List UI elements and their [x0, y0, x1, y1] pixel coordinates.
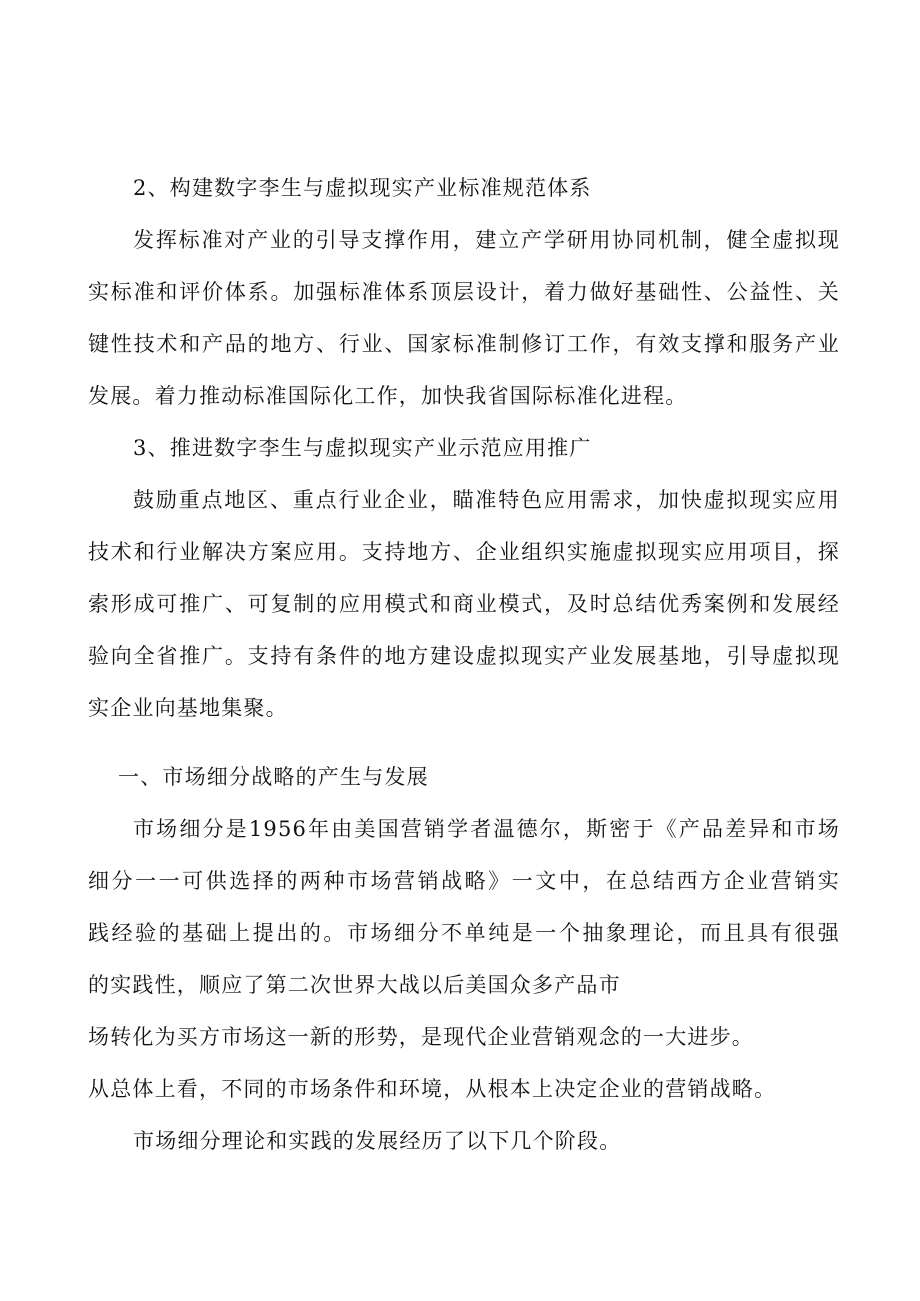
paragraph-line: 市场细分是1956年由美国营销学者温德尔，斯密于《产品差异和市场	[133, 817, 840, 841]
paragraph-line: 发展。着力推动标准国际化工作，加快我省国际标准化进程。	[88, 384, 688, 408]
paragraph-line: 键性技术和产品的地方、行业、国家标准制修订工作，有效支撑和服务产业	[88, 332, 840, 356]
paragraph-line: 索形成可推广、可复制的应用模式和商业模式，及时总结优秀案例和发展经	[88, 592, 840, 616]
paragraph-line: 实标准和评价体系。加强标准体系顶层设计，着力做好基础性、公益性、关	[88, 280, 840, 304]
section-heading-market-segmentation: 一、市场细分战略的产生与发展	[118, 765, 429, 789]
paragraph-line: 验向全省推广。支持有条件的地方建设虚拟现实产业发展基地，引导虚拟现	[88, 644, 840, 668]
paragraph-line: 发挥标准对产业的引导支撑作用，建立产学研用协同机制，健全虚拟现	[133, 228, 840, 252]
paragraph-line: 鼓励重点地区、重点行业企业，瞄准特色应用需求，加快虚拟现实应用	[133, 488, 840, 512]
section-heading-demonstration: 3、推进数字李生与虚拟现实产业示范应用推广	[133, 436, 592, 460]
paragraph-line: 践经验的基础上提出的。市场细分不单纯是一个抽象理论，而且具有很强	[88, 921, 840, 945]
paragraph-line: 实企业向基地集聚。	[88, 696, 288, 720]
paragraph-line: 的实践性，顺应了第二次世界大战以后美国众多产品市	[88, 973, 621, 997]
paragraph-line: 技术和行业解决方案应用。支持地方、企业组织实施虚拟现实应用项目，探	[88, 540, 840, 564]
paragraph-line: 从总体上看，不同的市场条件和环境，从根本上决定企业的营销战略。	[88, 1077, 777, 1101]
paragraph-line: 细分一一可供选择的两种市场营销战略》一文中，在总结西方企业营销实	[88, 869, 840, 893]
paragraph-line: 场转化为买方市场这一新的形势，是现代企业营销观念的一大进步。	[88, 1025, 754, 1049]
section-heading-standards: 2、构建数字李生与虚拟现实产业标准规范体系	[133, 176, 592, 200]
paragraph-line: 市场细分理论和实践的发展经历了以下几个阶段。	[133, 1129, 622, 1153]
